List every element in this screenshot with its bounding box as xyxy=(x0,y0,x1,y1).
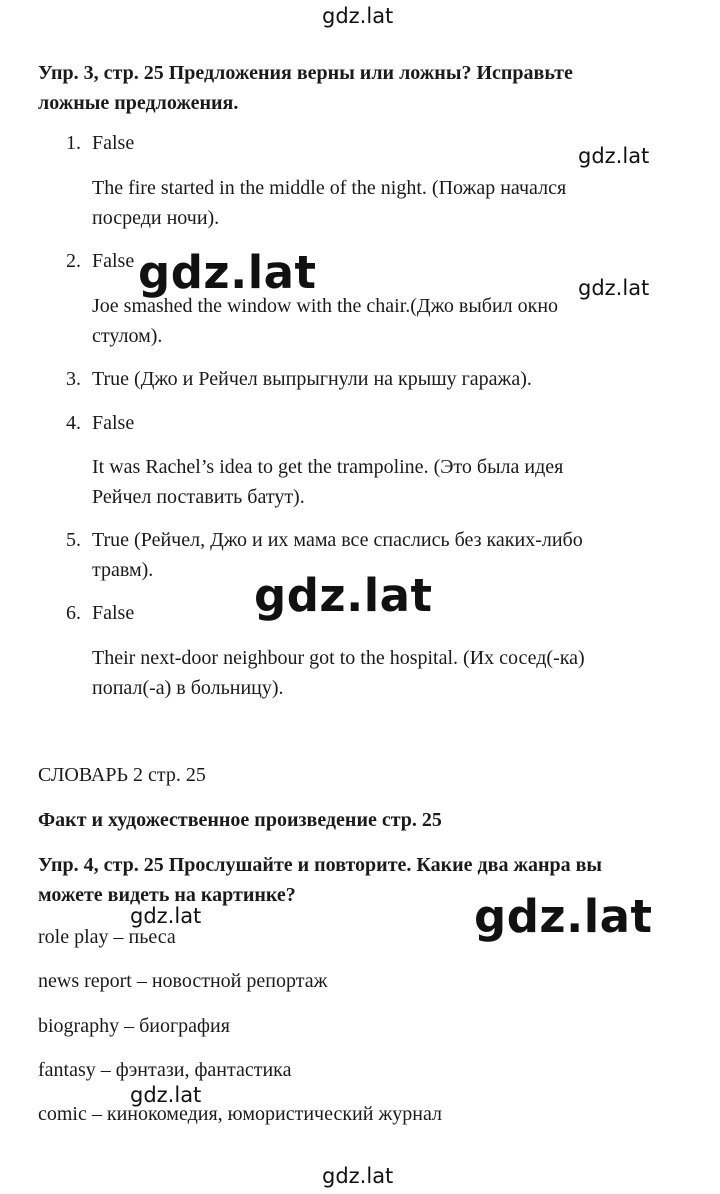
item-verdict: False xyxy=(92,250,135,272)
item-2-correction-line2: стулом). xyxy=(92,325,163,347)
vocab-item-3: biography – биография xyxy=(38,1015,230,1037)
watermark-big-3: gdz.lat xyxy=(474,890,653,943)
item-verdict: False xyxy=(92,602,135,624)
vocab-item-2: news report – новостной репортаж xyxy=(38,970,328,992)
item-number: 1. xyxy=(66,132,81,154)
item-number: 5. xyxy=(66,529,81,551)
list-item-6 xyxy=(66,598,134,628)
list-item-5 xyxy=(66,525,583,555)
item-number: 6. xyxy=(66,602,81,624)
item-4-correction-line2: Рейчел поставить батут). xyxy=(92,486,305,508)
fact-fiction-heading: Факт и художественное произведение стр. 25 xyxy=(38,809,442,831)
watermark-small-4: gdz.lat xyxy=(130,1083,202,1107)
vocab-item-5: comic – кинокомедия, юмористический журнал xyxy=(38,1103,443,1125)
list-item-1 xyxy=(66,128,134,158)
exercise4-heading-line2: можете видеть на картинке? xyxy=(38,884,296,906)
item-number: 4. xyxy=(66,412,81,434)
item-number: 3. xyxy=(66,368,81,390)
vocab-item-4: fantasy – фэнтази, фантастика xyxy=(38,1059,292,1081)
exercise3-heading-line1: Упр. 3, стр. 25 Предложения верны или ложны? Исправьте xyxy=(38,62,573,84)
watermark-big-2: gdz.lat xyxy=(254,569,433,622)
item-verdict: True (Рейчел, Джо и их мама все спаслись без каких-либо xyxy=(92,529,583,551)
watermark-big-1: gdz.lat xyxy=(138,246,317,299)
item-number: 2. xyxy=(66,250,81,272)
item-6-correction-line2: попал(-а) в больницу). xyxy=(92,677,284,699)
item-verdict: False xyxy=(92,132,135,154)
list-item-3 xyxy=(66,364,532,394)
item-verdict: False xyxy=(92,412,135,434)
exercise3-heading-line2: ложные предложения. xyxy=(38,92,239,114)
list-item-2 xyxy=(66,246,134,276)
watermark-top: gdz.lat xyxy=(322,4,394,28)
item-verdict: True (Джо и Рейчел выпрыгнули на крышу гаража). xyxy=(92,368,532,390)
dictionary-line: СЛОВАРЬ 2 стр. 25 xyxy=(38,764,206,786)
item-1-correction-line2: посреди ночи). xyxy=(92,207,220,229)
item-5-verdict-line2: травм). xyxy=(92,559,154,581)
item-6-correction-line1: Their next-door neighbour got to the hospital. (Их сосед(-ка) xyxy=(92,647,585,669)
exercise4-heading-line1: Упр. 4, стр. 25 Прослушайте и повторите. Какие два жанра вы xyxy=(38,854,603,876)
vocab-item-1: role play – пьеса xyxy=(38,926,176,948)
item-4-correction-line1: It was Rachel’s idea to get the trampoline. (Это была идея xyxy=(92,456,564,478)
list-item-4 xyxy=(66,408,134,438)
watermark-small-3: gdz.lat xyxy=(130,904,202,928)
watermark-bottom: gdz.lat xyxy=(322,1164,394,1188)
item-2-correction-line1: Joe smashed the window with the chair.(Джо выбил окно xyxy=(92,295,559,317)
item-1-correction-line1: The fire started in the middle of the night. (Пожар начался xyxy=(92,177,567,199)
watermark-right-2: gdz.lat xyxy=(578,276,650,300)
watermark-right-1: gdz.lat xyxy=(578,144,650,168)
